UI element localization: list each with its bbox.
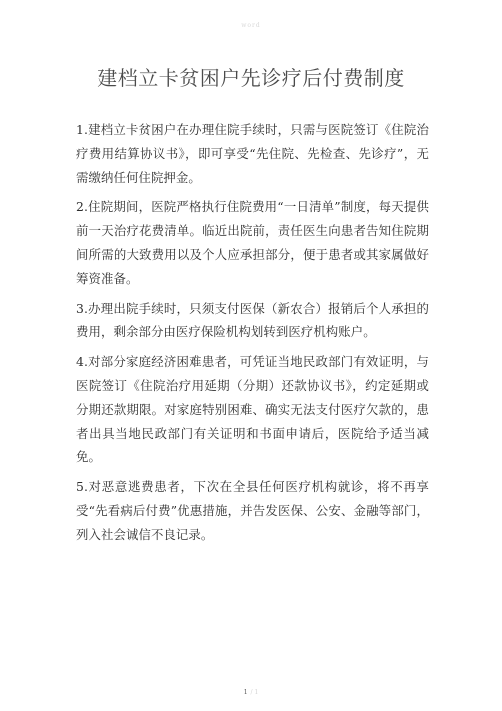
page-number: 1 [243, 689, 248, 696]
paragraph-1: 1.建档立卡贫困户在办理住院手续时，只需与医院签订《住院治疗费用结算协议书》，即可享受“先住院、先检查、先诊疗”，无需缴纳任何住院押金。 [76, 122, 429, 185]
header-watermark: word [241, 22, 261, 29]
page-total: / 1 [250, 689, 259, 696]
paragraph-4: 4.对部分家庭经济困难患者，可凭证当地民政部门有效证明，与医院签订《住院治疗用延期（分期）还款协议书》，约定延期或分期还款期限。对家庭特别困难、确实无法支付医疗欠款的，患者出具当地民政部门有关证明和书面申请后，医院给予适当减免。 [76, 354, 429, 465]
paragraph-2: 2.住院期间，医院严格执行住院费用“一日清单”制度，每天提供前一天治疗花费清单。临近出院前，责任医生向患者告知住院期间所需的大致费用以及个人应承担部分，便于患者或其家属做好筹资准备。 [76, 199, 429, 286]
paragraph-3: 3.办理出院手续时，只须支付医保（新农合）报销后个人承担的费用，剩余部分由医疗保险机构划转到医疗机构账户。 [76, 300, 429, 340]
document-body [76, 118, 429, 553]
paragraph-5: 5.对恶意逃费患者，下次在全县任何医疗机构就诊，将不再享受“先看病后付费”优惠措施，并告发医保、公安、金融等部门，列入社会诚信不良记录。 [76, 479, 429, 542]
document-title: 建档立卡贫困户先诊疗后付费制度 [97, 66, 405, 90]
page-footer [0, 689, 502, 696]
